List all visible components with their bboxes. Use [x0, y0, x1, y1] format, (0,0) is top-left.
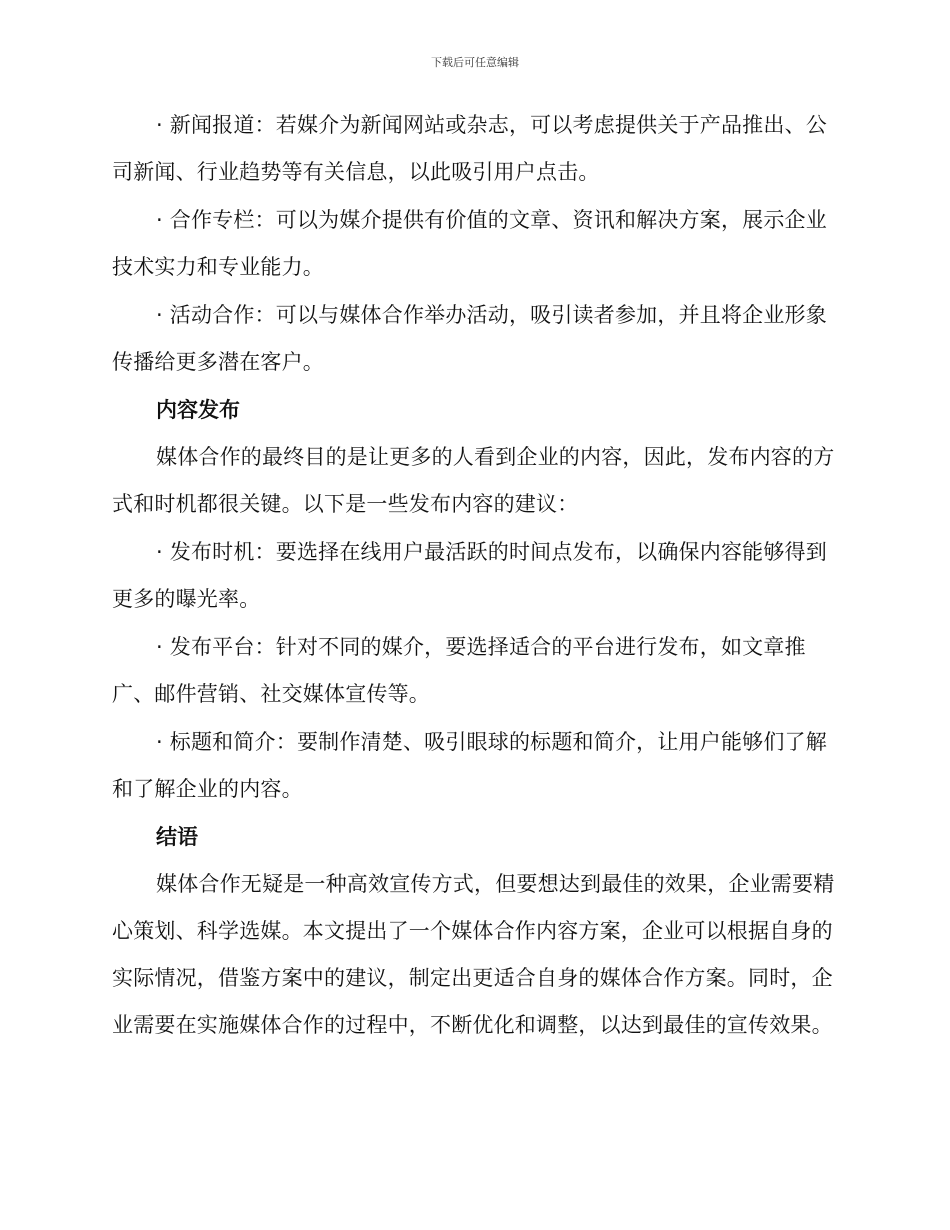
page-header: 下载后可任意编辑	[431, 56, 519, 69]
bullet-publish-timing: · 发布时机：要选择在线用户最活跃的时间点发布，以确保内容能够得到更多的曝光率。	[112, 540, 827, 611]
bullet-title-summary: · 标题和简介：要制作清楚、吸引眼球的标题和简介，让用户能够们了解和了解企业的内容。	[112, 730, 827, 801]
paragraph-conclusion: 媒体合作无疑是一种高效宣传方式，但要想达到最佳的效果，企业需要精心策划、科学选媒。本文提出了一个媒体合作内容方案，企业可以根据自身的实际情况，借鉴方案中的建议，制定出更适合自身的媒体合作方案。同时，企业需要在实施媒体合作的过程中，不断优化和调整，以达到最佳的宣传效果。	[112, 872, 835, 1037]
section-heading-content-publishing: 内容发布	[156, 398, 240, 422]
bullet-news-report: · 新闻报道：若媒介为新闻网站或杂志，可以考虑提供关于产品推出、公司新闻、行业趋势等有关信息，以此吸引用户点击。	[112, 113, 827, 184]
section-heading-conclusion: 结语	[156, 825, 198, 849]
bullet-event-cooperation: · 活动合作：可以与媒体合作举办活动，吸引读者参加，并且将企业形象传播给更多潜在客户。	[112, 303, 827, 374]
paragraph-publishing-intro: 媒体合作的最终目的是让更多的人看到企业的内容，因此，发布内容的方式和时机都很关键。以下是一些发布内容的建议：	[112, 445, 835, 516]
bullet-cooperation-column: · 合作专栏：可以为媒介提供有价值的文章、资讯和解决方案，展示企业技术实力和专业能力。	[112, 208, 827, 279]
bullet-publish-platform: · 发布平台：针对不同的媒介，要选择适合的平台进行发布，如文章推广、邮件营销、社交媒体宣传等。	[112, 635, 806, 706]
